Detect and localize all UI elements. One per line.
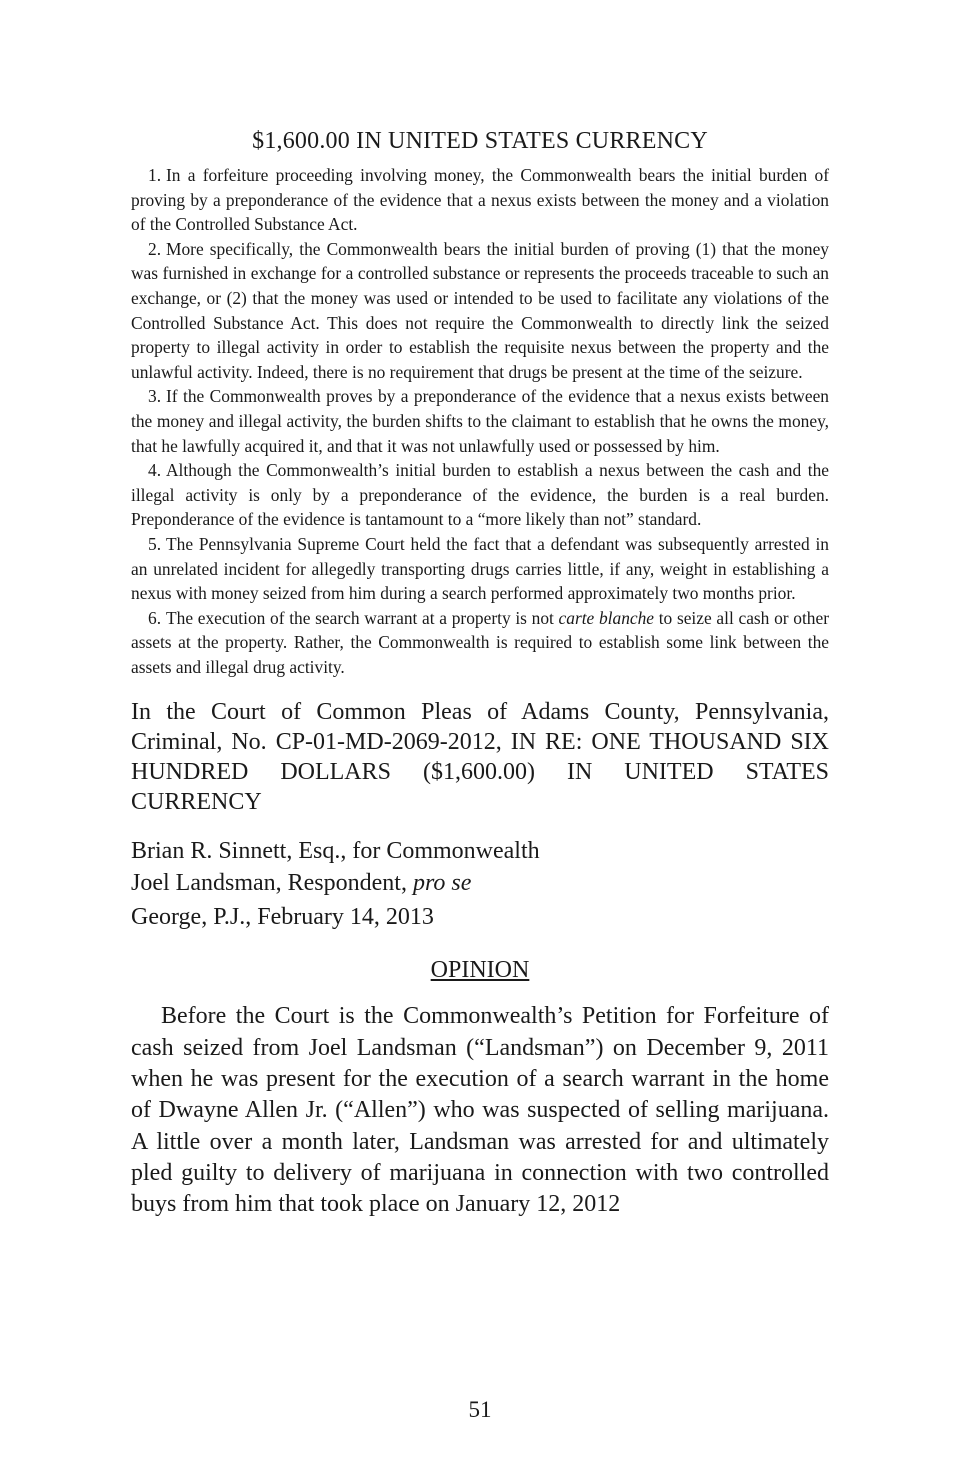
headnote-text: More specifically, the Commonwealth bears the initial burden of proving (1) that the money was furnished in exchange for a controlled substance or represents the proceeds traceable to such an exchange, or (2) that the money was used or intended to be used to facilitate any violations of the Controlled Substance Act. This does not require the Commonwealth to directly link the seized property to illegal activity in order to establish the requisite nexus between the property and the unlawful activity. Indeed, there is no requirement that drugs be present at the time of the seizure. xyxy=(131,238,829,382)
headnote xyxy=(131,384,829,458)
headnote-italic-text: carte blanche xyxy=(558,607,655,628)
headnotes xyxy=(131,163,829,679)
headnote-text: The Pennsylvania Supreme Court held the fact that a defendant was subsequently arrested in an unrelated incident for allegedly transporting drugs carries little, if any, weight in establishing a nexus with money seized from him during a search performed approximately two months prior. xyxy=(131,533,829,604)
case-caption: In the Court of Common Pleas of Adams County, Pennsylvania, Criminal, No. CP-01-MD-2069-2012, IN RE: ONE THOUSAND SIX HUNDRED DOLLARS ($1,600.00) IN UNITED STATES CURRENCY xyxy=(131,699,829,816)
headnote-number: 3. xyxy=(148,386,162,407)
counsel-block xyxy=(131,835,829,933)
headnote xyxy=(131,163,829,237)
opinion-heading: OPINION xyxy=(430,957,530,984)
headnote-number: 5. xyxy=(148,533,162,554)
headnote-text: Although the Commonwealth’s initial burden to establish a nexus between the cash and the illegal activity is only by a preponderance of the evidence, the burden is a real burden. Preponderance of the evidence is tantamount to a “more likely than not” standard. xyxy=(131,460,829,530)
headnote-text: If the Commonwealth proves by a preponderance of the evidence that a nexus exists between the money and illegal activity, the burden shifts to the claimant to establish that he owns the money, that he lawfully acquired it, and that it was not unlawfully used or possessed by him. xyxy=(131,386,829,456)
page-content xyxy=(131,125,829,1221)
pro-se-label: pro se xyxy=(412,870,472,897)
headnote xyxy=(131,532,829,606)
headnote-number: 6. xyxy=(148,607,162,628)
respondent-name: Joel Landsman, Respondent, xyxy=(131,870,413,897)
opinion-paragraph: Before the Court is the Commonwealth’s Petition for Forfeiture of cash seized from Joel Landsman (“Landsman”) on December 9, 2011 when he was present for the execution of a search warrant in the home of Dwayne Allen Jr. (“Allen”) who was suspected of selling marijuana. A little over a month later, Landsman was arrested for and ultimately pled guilty to delivery of marijuana in connection with two controlled buys from him that took place on January 12, 2012 xyxy=(131,1003,829,1218)
headnote xyxy=(131,606,829,680)
headnote-text: to seize all cash or other assets at the property. Rather, the Commonwealth is required to establish some link between the assets and illegal drug activity. xyxy=(131,607,829,677)
headnote-text: The execution of the search warrant at a property is not xyxy=(166,607,559,628)
headnote-title: $1,600.00 IN UNITED STATES CURRENCY xyxy=(252,128,708,154)
page-number: 51 xyxy=(468,1397,492,1422)
headnote-number: 2. xyxy=(148,238,162,259)
respondent-line xyxy=(131,867,829,899)
headnote-number: 1. xyxy=(148,165,162,185)
headnote xyxy=(131,458,829,532)
headnote-text: In a forfeiture proceeding involving money, the Commonwealth bears the initial burden of proving by a preponderance of the evidence that a nexus exists between the money and a violation of the Controlled Substance Act. xyxy=(131,165,829,235)
headnote-number: 4. xyxy=(148,460,162,481)
headnote xyxy=(131,237,829,385)
commonwealth-counsel: Brian R. Sinnett, Esq., for Commonwealth xyxy=(131,838,540,865)
judge-date: George, P.J., February 14, 2013 xyxy=(131,904,434,931)
